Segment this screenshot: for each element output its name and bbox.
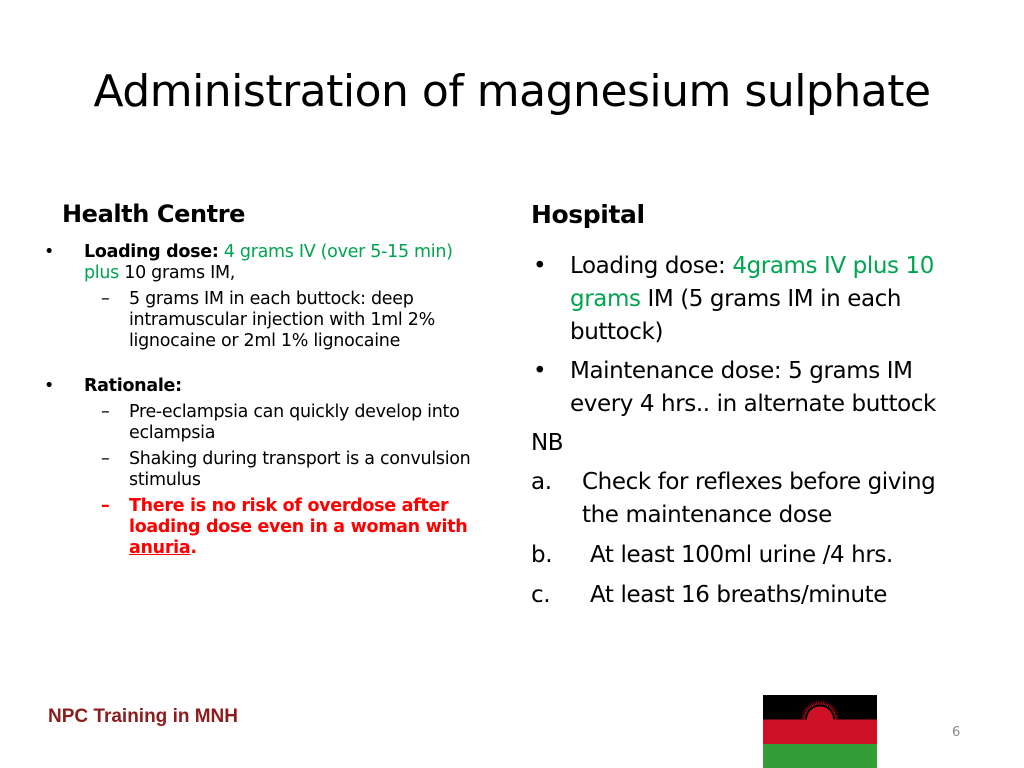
nb-item-text: At least 100ml urine /4 hrs. bbox=[590, 542, 893, 568]
dash-icon: – bbox=[101, 289, 110, 309]
dash-icon: – bbox=[101, 402, 110, 422]
health-centre-content bbox=[44, 242, 489, 559]
dash-icon: – bbox=[101, 496, 110, 516]
health-centre-heading: Health Centre bbox=[62, 200, 246, 228]
hosp-loading-green-text: 4grams IV plus 10 grams bbox=[570, 253, 934, 312]
nb-item-text: Check for reflexes before giving the maintenance dose bbox=[582, 469, 936, 528]
hc-loading-sub-text: 5 grams IM in each buttock: deep intramuscular injection with 1ml 2% lignocaine or 2ml 1% lignocaine bbox=[129, 289, 435, 351]
hosp-maintenance-item bbox=[531, 355, 971, 421]
bullet-icon: • bbox=[44, 242, 55, 262]
hc-loading-subitem bbox=[44, 289, 489, 352]
hosp-loading-label: Loading dose: bbox=[570, 253, 726, 279]
malawi-flag-icon bbox=[763, 695, 877, 768]
hc-loading-label: Loading dose: bbox=[84, 242, 219, 262]
bullet-icon: • bbox=[533, 358, 547, 384]
hc-loading-dose-item bbox=[44, 242, 489, 284]
bullet-icon: • bbox=[533, 253, 547, 279]
hc-rationale-text: Shaking during transport is a convulsion stimulus bbox=[129, 449, 471, 490]
nb-item bbox=[531, 539, 971, 572]
footer-text: NPC Training in MNH bbox=[48, 706, 238, 727]
hospital-content bbox=[531, 250, 971, 619]
hc-loading-rest: 10 grams IM, bbox=[124, 263, 236, 283]
hc-rationale-text: Pre-eclampsia can quickly develop into eclampsia bbox=[129, 402, 460, 443]
nb-item bbox=[531, 466, 971, 532]
page-number: 6 bbox=[952, 725, 961, 740]
slide-title: Administration of magnesium sulphate bbox=[93, 66, 931, 117]
hc-rationale-item bbox=[44, 376, 489, 397]
bullet-icon: • bbox=[44, 376, 55, 396]
anuria-link[interactable]: anuria bbox=[129, 538, 191, 558]
nb-item-letter: c. bbox=[531, 582, 551, 608]
nb-label: NB bbox=[531, 430, 564, 456]
hc-rationale-label: Rationale: bbox=[84, 376, 182, 396]
nb-item-letter: a. bbox=[531, 469, 552, 495]
nb-item bbox=[531, 579, 971, 612]
nb-item-letter: b. bbox=[531, 542, 553, 568]
nb-item-text: At least 16 breaths/minute bbox=[590, 582, 888, 608]
hc-warning-end: . bbox=[190, 538, 197, 558]
hc-rationale-subitem bbox=[44, 449, 489, 491]
hospital-heading: Hospital bbox=[531, 200, 645, 229]
hosp-loading-dose-item bbox=[531, 250, 971, 349]
hc-warning-text: There is no risk of overdose after loading dose even in a woman with bbox=[129, 496, 468, 537]
hc-rationale-subitem bbox=[44, 402, 489, 444]
hosp-maintenance-text: Maintenance dose: 5 grams IM every 4 hrs.. in alternate buttock bbox=[570, 358, 936, 417]
dash-icon: – bbox=[101, 449, 110, 469]
hc-loading-green-text: 4 grams IV (over 5-15 min) plus bbox=[84, 242, 453, 283]
hosp-loading-rest: IM (5 grams IM in each buttock) bbox=[570, 286, 902, 345]
hc-rationale-warning bbox=[44, 496, 489, 559]
